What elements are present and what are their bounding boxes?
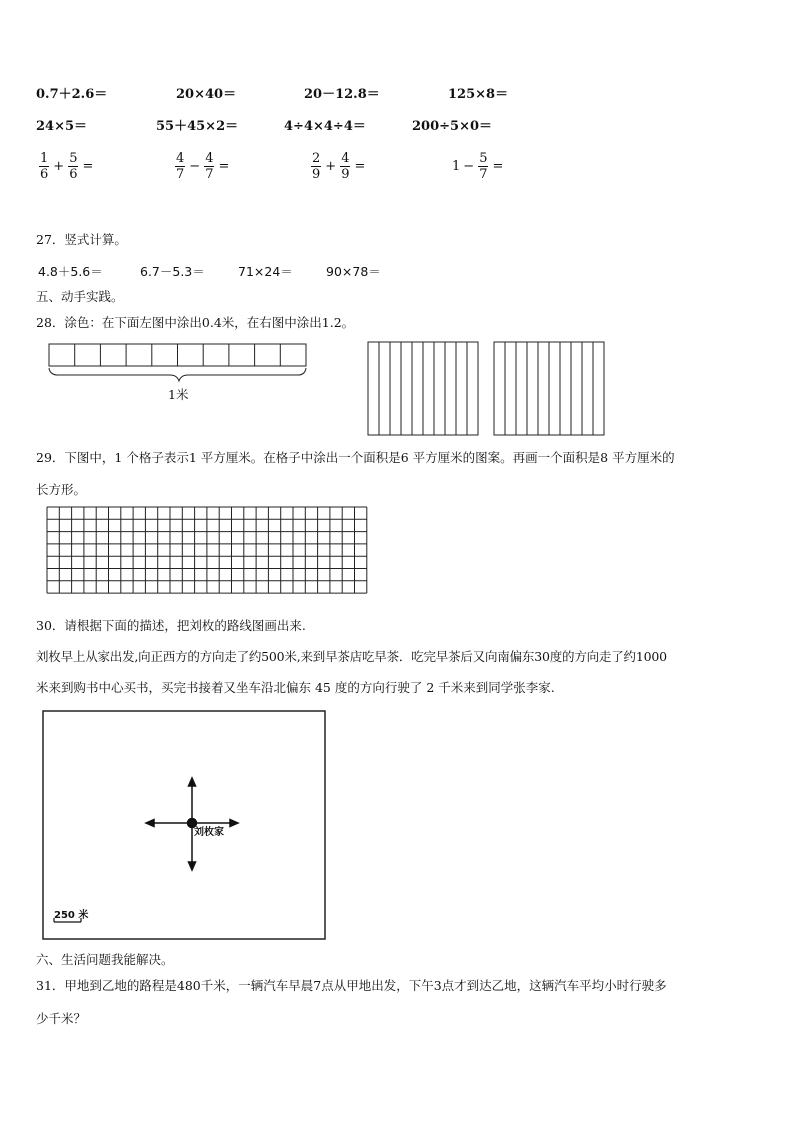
- q27-item-2: 6.7－5.3＝: [140, 264, 205, 279]
- operator: +: [53, 159, 65, 174]
- calc-2-1: 24×5＝: [36, 119, 88, 134]
- q27-item-3: 71×24＝: [238, 264, 293, 279]
- q31-text-line-1: 31．甲地到乙地的路程是480千米，一辆汽车早晨7点从甲地出发，下午3点才到达乙地，这辆汽车平均小时行驶多: [36, 978, 667, 993]
- fraction-denominator: 6: [69, 167, 78, 182]
- calc-2-2: 55＋45×2＝: [156, 119, 239, 134]
- section-6-heading: 六、生活问题我能解决。: [36, 952, 174, 967]
- q30-text-line-1: 刘枚早上从家出发,向正西方的方向走了约500米,来到早茶店吃早茶．吃完早茶后又向南偏东30度的方向走了约1000: [36, 649, 667, 664]
- fraction-denominator: 9: [312, 167, 321, 182]
- calc-1-1: 0.7＋2.6＝: [36, 87, 108, 102]
- q27-item-4: 90×78＝: [326, 264, 381, 279]
- q30-title: 30．请根据下面的描述，把刘枚的路线图画出来.: [36, 618, 306, 633]
- fraction-denominator: 9: [341, 167, 350, 182]
- equals-sign: =: [492, 159, 504, 174]
- fraction-denominator: 6: [40, 167, 49, 182]
- scale-label: 250 米: [54, 910, 89, 921]
- q29-text-line-1: 29．下图中，1 个格子表示1 平方厘米。在格子中涂出一个面积是6 平方厘米的图案。再画一个面积是8 平方厘米的: [36, 450, 675, 465]
- q27-title: 27．竖式计算。: [36, 232, 127, 247]
- calc-1-4: 125×8＝: [448, 87, 509, 102]
- whole-number: 1: [452, 159, 461, 174]
- calc-2-4: 200÷5×0＝: [412, 119, 493, 134]
- home-label: 刘枚家: [194, 827, 224, 838]
- q27-item-1: 4.8＋5.6＝: [38, 264, 103, 279]
- q30-text-line-2: 米来到购书中心买书，买完书接着又坐车沿北偏东 45 度的方向行驶了 2 千米来到同学张李家.: [36, 680, 555, 695]
- q28-title: 28．涂色：在下面左图中涂出0.4米，在右图中涂出1.2。: [36, 315, 355, 330]
- ruler-label: 1米: [168, 387, 189, 402]
- fraction-numerator: 5: [69, 151, 78, 166]
- section-5-heading: 五、动手实践。: [36, 289, 124, 304]
- q31-text-line-2: 少千米？: [36, 1011, 87, 1026]
- fraction-denominator: 7: [176, 167, 185, 182]
- fraction-denominator: 7: [205, 167, 214, 182]
- operator: −: [463, 159, 475, 174]
- fraction-numerator: 5: [479, 151, 488, 166]
- operator: +: [325, 159, 337, 174]
- fraction-denominator: 7: [479, 167, 488, 182]
- operator: −: [189, 159, 201, 174]
- fraction-numerator: 4: [341, 151, 350, 166]
- q29-text-line-2: 长方形。: [36, 482, 87, 497]
- equals-sign: =: [82, 159, 94, 174]
- equals-sign: =: [218, 159, 230, 174]
- calc-2-3: 4÷4×4÷4＝: [284, 119, 366, 134]
- fraction-numerator: 4: [176, 151, 185, 166]
- equals-sign: =: [354, 159, 366, 174]
- fraction-numerator: 4: [205, 151, 214, 166]
- fraction-numerator: 2: [312, 151, 321, 166]
- fraction-numerator: 1: [40, 151, 49, 166]
- calc-1-2: 20×40＝: [176, 87, 237, 102]
- calc-1-3: 20－12.8＝: [304, 87, 380, 102]
